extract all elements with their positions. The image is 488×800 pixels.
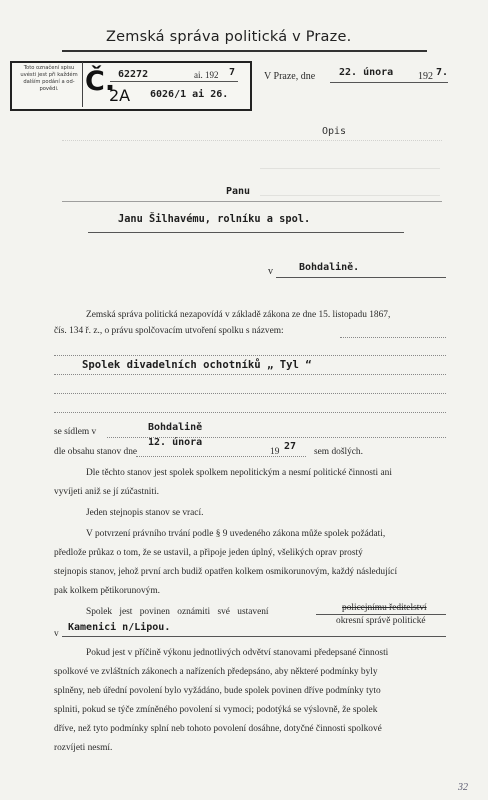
place-rule: [276, 277, 446, 278]
paragraph-line: rozvíjeti nesmí.: [54, 743, 113, 753]
department-code: 2A: [109, 86, 131, 105]
paragraph-confirmation: [54, 528, 397, 597]
stanov-year: 27: [284, 441, 297, 452]
date-year-prefix: 192: [418, 71, 433, 82]
society-name: Spolek divadelních ochotníků „ Tyl “: [82, 359, 312, 371]
notify-v: v: [54, 629, 59, 639]
society-dots-3: [54, 393, 446, 394]
paragraph-line: Dle těchto stanov jest spolek spolkem nepolitickým a nesmí politické činnosti ani: [86, 468, 392, 478]
addressee-v: v: [268, 266, 273, 277]
intro-line: Zemská správa politická nezapovídá v základě zákona ze dne 15. listopadu 1867,: [86, 310, 391, 320]
paragraph-line: vyvíjeti aniž se jí zúčastniti.: [54, 487, 159, 497]
society-dots-2: [54, 374, 446, 375]
issuing-authority: Zemská správa politická v Praze.: [106, 29, 352, 45]
reference-divider: [82, 62, 83, 107]
intro-dots: [340, 337, 446, 338]
file-number: 62272: [118, 69, 149, 80]
seat-place: Bohdalině: [148, 422, 203, 433]
date-day-month: 22. února: [339, 67, 394, 78]
reference-number: 6026/1 ai 26.: [150, 89, 229, 100]
header-rule: [62, 50, 427, 52]
seat-label: se sídlem v: [54, 427, 97, 437]
paragraph-nonpolitical: [54, 467, 392, 498]
paragraph-line: dříve, než tyto podmínky splní neb tohoto povolení dosáhne, dotyčné činnosti spolkové: [54, 724, 382, 734]
paragraph-line: stejnopis stanov, jehož první arch budiž opatřen kolkem osmikorunovým, každý následující: [54, 567, 398, 577]
note-line: dalším podání a od-: [23, 79, 75, 85]
paragraph-line: pak kolkem pětikorunovým.: [54, 586, 160, 596]
society-dots-1: [54, 355, 446, 356]
notify-rule: [316, 614, 446, 615]
copy-mark: Opis: [322, 126, 347, 137]
addressee-place: Bohdalině.: [299, 262, 360, 273]
file-number-rule: [110, 81, 238, 82]
intro-line: čís. 134 ř. z., o právu spolčovacím utvoření spolku s názvem:: [54, 326, 284, 336]
paragraph-line: spolkové ve zvláštních zákonech a nařízeních předepsáno, aby některé podmínky byly: [54, 667, 378, 677]
reference-note: [14, 65, 84, 93]
notify-place-rule: [62, 636, 446, 637]
intro-text: [54, 309, 454, 337]
paragraph-line: Pokud jest v příčině výkonu jednotlivých odvětví stanovami předepsané činnosti: [86, 648, 389, 658]
reference-letter: Č.: [85, 66, 116, 97]
society-dots-4: [54, 412, 446, 413]
struck-police-directorate: policejnímu ředitelství: [342, 603, 427, 613]
salutation: Panu: [226, 186, 251, 197]
paragraph-line: splniti, pokud se týče zmíněného povolení si vymoci; podotýká se výslovně, že spolek: [54, 705, 378, 715]
opis-dots: [62, 140, 442, 141]
file-year-digit: 7: [229, 67, 236, 78]
paragraph-line: splněny, neb úřední povolení bylo vyžádáno, bude spolek povinen dříve podmínky tyto: [54, 686, 381, 696]
paragraph-line: V potvrzení právního trvání podle § 9 uvedeného zákona může spolek požádati,: [86, 529, 386, 539]
paragraph-conditions: [54, 647, 388, 754]
date-year-digit: 7.: [436, 67, 449, 78]
paragraph-line: předlože průkaz o tom, že se ustavil, a připoje jeden úplný, všelikých oprav prostý: [54, 548, 363, 558]
file-year-prefix: ai. 192: [194, 70, 219, 80]
paragraph-copy-returned: Jeden stejnopis stanov se vrací.: [86, 508, 204, 518]
date-prefix: V Praze, dne: [264, 71, 316, 82]
handwritten-page-mark: 32: [458, 782, 468, 793]
bleed-through-mark: [260, 168, 440, 196]
note-line: uvésti jest při každém: [20, 72, 78, 78]
notify-place: Kamenici n/Lipou.: [68, 622, 171, 633]
stanov-suffix: sem došlých.: [314, 447, 363, 457]
date-rule: [330, 82, 448, 83]
district-authority: okresní správě politické: [336, 616, 426, 626]
addressee-names: Janu Šilhavému, rolníku a spol.: [118, 213, 311, 225]
paragraph-notify: Spolek jest povinen oznámiti své ustavení: [86, 607, 269, 617]
stanov-year-prefix: 19: [270, 447, 280, 457]
stanov-label: dle obsahu stanov dne: [54, 447, 138, 457]
note-line: Toto označení spisu: [23, 65, 75, 71]
salutation-rule: [62, 201, 442, 202]
note-line: povědi.: [39, 86, 59, 92]
addressee-rule: [88, 232, 404, 233]
stanov-date: 12. února: [148, 437, 203, 448]
stanov-dots: [136, 456, 306, 457]
